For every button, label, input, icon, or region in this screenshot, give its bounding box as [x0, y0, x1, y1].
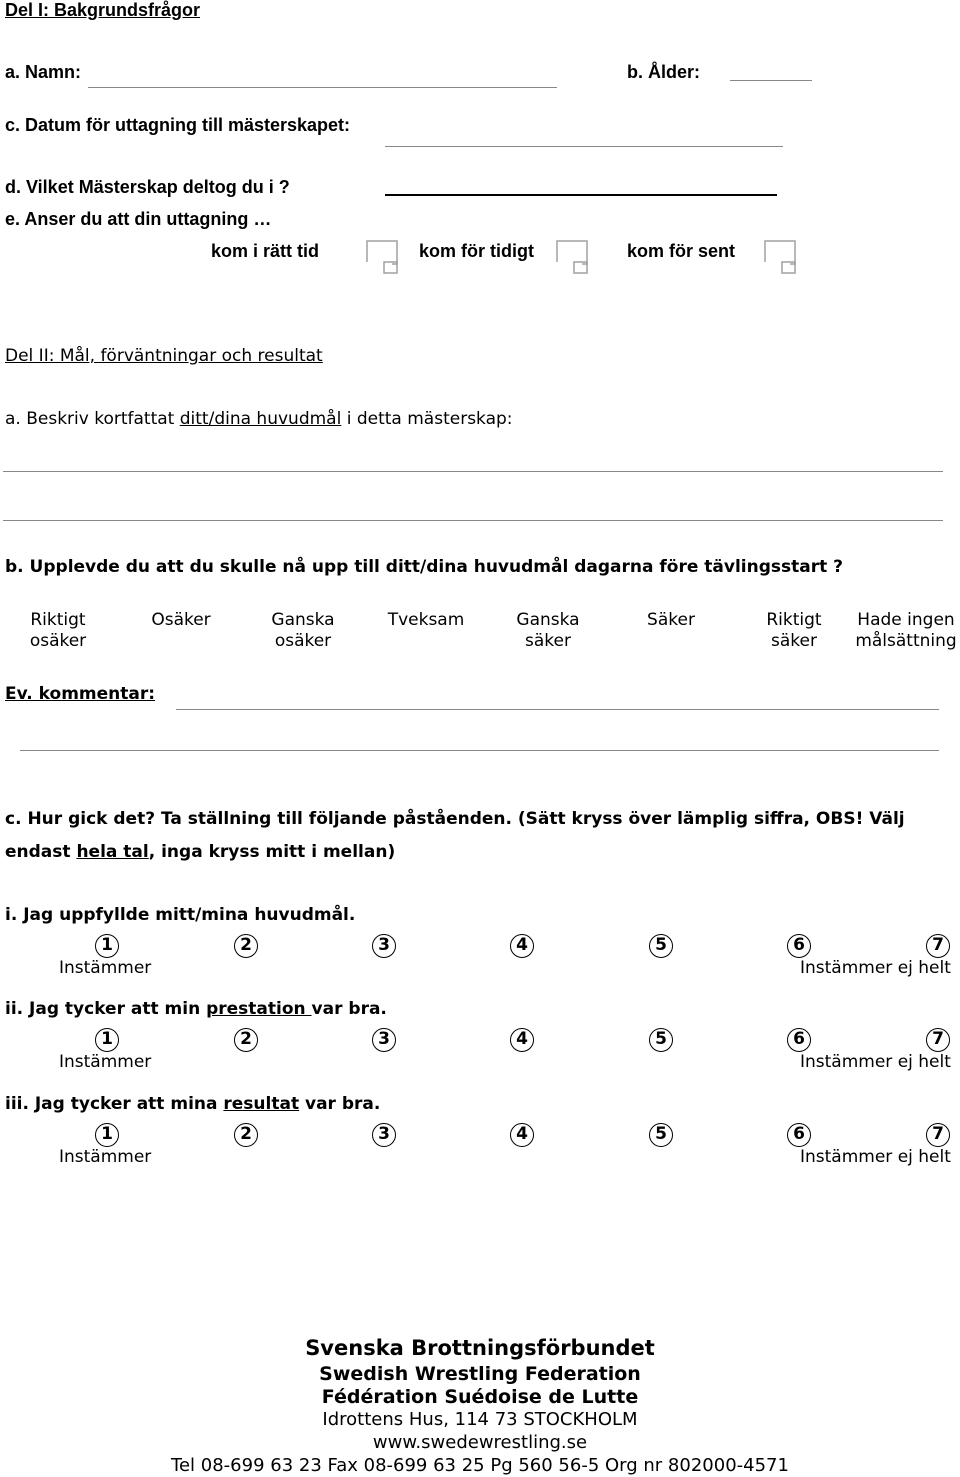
championship-label: d. Vilket Mästerskap deltog du i ?: [5, 177, 290, 197]
scale-option-2[interactable]: Osäker: [151, 610, 211, 630]
statement-results-good: iii. Jag tycker att mina resultat var bra.: [5, 1094, 381, 1114]
age-field[interactable]: [730, 80, 812, 81]
right-anchor-label: Instämmer ej helt: [800, 958, 951, 978]
footer-org-french: Fédération Suédoise de Lutte: [321, 1386, 639, 1408]
rating-2-option-5[interactable]: 5: [649, 1028, 673, 1052]
scale-option-7[interactable]: Riktigt säker: [766, 610, 822, 651]
selection-timing-label: e. Anser du att din uttagning …: [5, 209, 272, 229]
scale-option-3[interactable]: Ganska osäker: [271, 610, 335, 651]
main-goal-question: a. Beskriv kortfattat ditt/dina huvudmål i detta mästerskap:: [5, 409, 513, 429]
comment-line-1[interactable]: [176, 709, 939, 710]
option-on-time-label: kom i rätt tid: [211, 241, 320, 261]
footer-org-swedish: Svenska Brottningsförbundet: [305, 1336, 655, 1360]
rating-1-option-1[interactable]: 1: [95, 934, 119, 958]
rating-1-option-5[interactable]: 5: [649, 934, 673, 958]
name-label: a. Namn:: [5, 62, 82, 82]
left-anchor-label: Instämmer: [59, 958, 152, 978]
footer-contact-info: Tel 08-699 63 23 Fax 08-699 63 25 Pg 560 56-5 Org nr 802000-4571: [171, 1455, 789, 1476]
rating-3-option-7[interactable]: 7: [926, 1123, 950, 1147]
right-anchor-label: Instämmer ej helt: [800, 1147, 951, 1167]
outcome-instruction-line-1: c. Hur gick det? Ta ställning till följande påståenden. (Sätt kryss över lämplig siffra, OBS! Välj: [5, 809, 905, 829]
comment-line-2[interactable]: [20, 750, 939, 751]
goal-confidence-question: b. Upplevde du att du skulle nå upp till ditt/dina huvudmål dagarna före tävlingsstart ?: [5, 557, 844, 577]
statement-goals-achieved: i. Jag uppfyllde mitt/mina huvudmål.: [5, 905, 356, 925]
left-anchor-label: Instämmer: [59, 1052, 152, 1072]
option-on-time-checkbox[interactable]: [366, 240, 398, 274]
rating-2-option-3[interactable]: 3: [372, 1028, 396, 1052]
comment-label: Ev. kommentar:: [5, 684, 156, 704]
rating-2-option-1[interactable]: 1: [95, 1028, 119, 1052]
rating-3-option-2[interactable]: 2: [234, 1123, 258, 1147]
championship-field[interactable]: [385, 194, 777, 196]
name-field[interactable]: [88, 87, 557, 88]
age-label: b. Ålder:: [627, 62, 701, 82]
rating-1-option-6[interactable]: 6: [787, 934, 811, 958]
rating-2-option-6[interactable]: 6: [787, 1028, 811, 1052]
scale-option-5[interactable]: Ganska säker: [516, 610, 580, 651]
part2-heading: Del II: Mål, förväntningar och resultat: [5, 346, 323, 366]
statement-performance-good: ii. Jag tycker att min prestation var bra.: [5, 999, 387, 1019]
scale-option-1[interactable]: Riktigt osäker: [29, 610, 87, 651]
main-goal-answer-line-1[interactable]: [3, 471, 943, 472]
rating-2-option-2[interactable]: 2: [234, 1028, 258, 1052]
footer-address: Idrottens Hus, 114 73 STOCKHOLM: [322, 1409, 638, 1430]
main-goal-answer-line-2[interactable]: [3, 520, 943, 521]
rating-3-option-4[interactable]: 4: [510, 1123, 534, 1147]
scale-option-no-goal[interactable]: Hade ingen målsättning: [855, 610, 957, 651]
selection-date-field[interactable]: [385, 146, 783, 147]
scale-option-6[interactable]: Säker: [647, 610, 695, 630]
rating-1-option-3[interactable]: 3: [372, 934, 396, 958]
rating-3-option-1[interactable]: 1: [95, 1123, 119, 1147]
right-anchor-label: Instämmer ej helt: [800, 1052, 951, 1072]
rating-2-option-4[interactable]: 4: [510, 1028, 534, 1052]
footer-website-link[interactable]: www.swedewrestling.se: [372, 1432, 588, 1453]
option-too-late-checkbox[interactable]: [764, 240, 796, 274]
footer-org-english: Swedish Wrestling Federation: [319, 1363, 641, 1385]
option-too-late-label: kom för sent: [627, 241, 736, 261]
selection-date-label: c. Datum för uttagning till mästerskapet:: [5, 115, 351, 135]
outcome-instruction-line-2: endast hela tal, inga kryss mitt i mellan): [5, 842, 396, 862]
rating-2-option-7[interactable]: 7: [926, 1028, 950, 1052]
rating-3-option-3[interactable]: 3: [372, 1123, 396, 1147]
option-too-early-checkbox[interactable]: [556, 240, 588, 274]
rating-3-option-5[interactable]: 5: [649, 1123, 673, 1147]
rating-1-option-7[interactable]: 7: [926, 934, 950, 958]
part1-heading: Del I: Bakgrundsfrågor: [5, 0, 201, 20]
scale-option-4[interactable]: Tveksam: [387, 610, 465, 630]
left-anchor-label: Instämmer: [59, 1147, 152, 1167]
option-too-early-label: kom för tidigt: [419, 241, 534, 261]
rating-1-option-2[interactable]: 2: [234, 934, 258, 958]
rating-1-option-4[interactable]: 4: [510, 934, 534, 958]
rating-3-option-6[interactable]: 6: [787, 1123, 811, 1147]
